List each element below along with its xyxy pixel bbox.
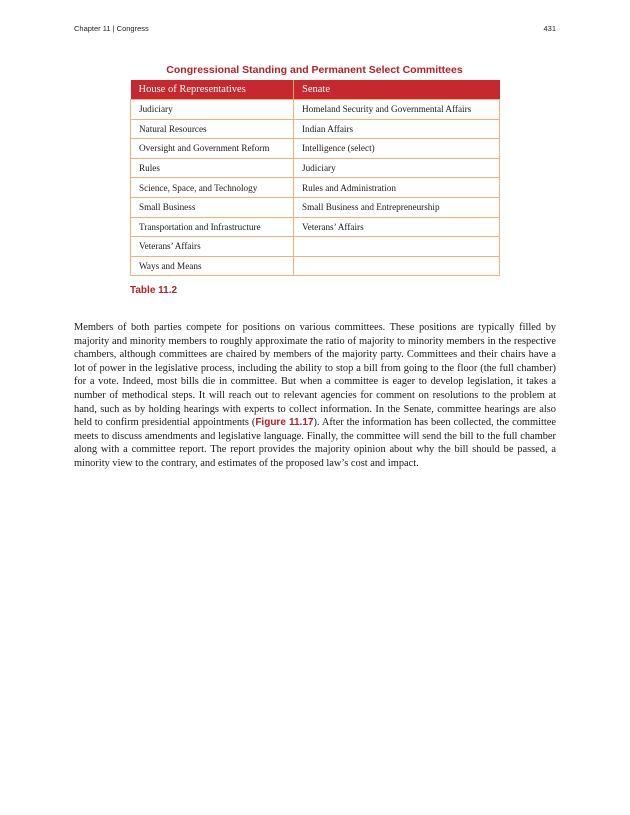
column-header-house: House of Representatives [131, 80, 294, 100]
house-committee-cell: Science, Space, and Technology [131, 178, 294, 198]
table-header-row [131, 80, 500, 100]
table-row [131, 178, 500, 198]
senate-committee-cell: Intelligence (select) [294, 139, 500, 159]
page-number: 431 [543, 24, 556, 33]
body-paragraph [74, 321, 556, 471]
senate-committee-cell: Judiciary [294, 158, 500, 178]
paragraph-text-after-link: ). After the information has been collected, the committee meets to discuss amendments and legislative language. Finally, the committee will send the bill to the full chamber along with a committee report. The report provides the majority opinion about why the bill should be passed, a minority view to the contrary, and estimates of the proposed law’s cost and impact. [74, 417, 556, 469]
chapter-label: Chapter 11 | Congress [74, 24, 149, 33]
table-row [131, 237, 500, 257]
house-committee-cell: Veterans’ Affairs [131, 237, 294, 257]
house-committee-cell: Rules [131, 158, 294, 178]
senate-committee-cell: Rules and Administration [294, 178, 500, 198]
senate-committee-cell [294, 256, 500, 276]
table-title: Congressional Standing and Permanent Select Committees [166, 64, 463, 76]
senate-committee-cell: Small Business and Entrepreneurship [294, 197, 500, 217]
house-committee-cell: Judiciary [131, 100, 294, 120]
senate-committee-cell: Indian Affairs [294, 119, 500, 139]
table-row [131, 119, 500, 139]
house-committee-cell: Ways and Means [131, 256, 294, 276]
table-row [131, 217, 500, 237]
senate-committee-cell: Homeland Security and Governmental Affairs [294, 100, 500, 120]
house-committee-cell: Oversight and Government Reform [131, 139, 294, 159]
paragraph-text-before-link: Members of both parties compete for positions on various committees. These positions are typically filled by majority and minority members to roughly approximate the ratio of majority to minority members in the respective chambers, although committees are chaired by members of the majority party. Committees and their chairs have a lot of power in the legislative process, including the ability to stop a bill from going to the floor (the full chamber) for a vote. Indeed, most bills die in committee. But when a committee is eager to develop legislation, it takes a number of methodical steps. It will reach out to relevant agencies for comment on resolutions to the problem at hand, such as by holding hearings with experts to collect information. In the Senate, committee hearings are also held to confirm presidential appointments ( [74, 322, 556, 429]
table-row [131, 139, 500, 159]
table-row [131, 158, 500, 178]
house-committee-cell: Transportation and Infrastructure [131, 217, 294, 237]
house-committee-cell: Small Business [131, 197, 294, 217]
running-header [74, 24, 556, 33]
senate-committee-cell [294, 237, 500, 257]
column-header-senate: Senate [294, 80, 500, 100]
table-row [131, 197, 500, 217]
senate-committee-cell: Veterans’ Affairs [294, 217, 500, 237]
table-row [131, 256, 500, 276]
house-committee-cell: Natural Resources [131, 119, 294, 139]
committees-table [130, 80, 500, 276]
table-caption: Table 11.2 [130, 285, 178, 296]
table-row [131, 100, 500, 120]
figure-link[interactable]: Figure 11.17 [255, 417, 314, 429]
